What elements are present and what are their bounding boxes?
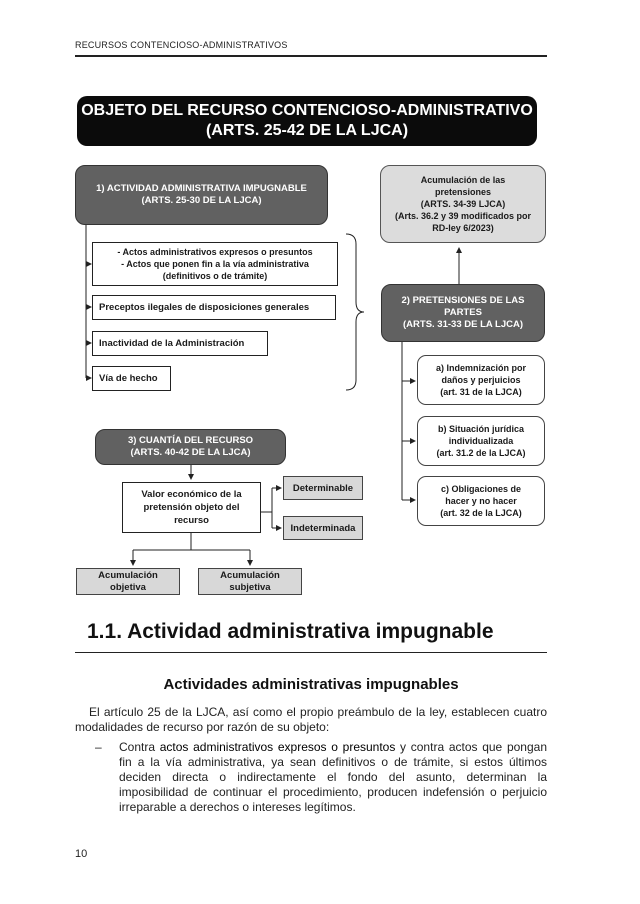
acumulacion-subjetiva-box <box>198 568 302 595</box>
section-heading: 1.1. Actividad administrativa impugnable <box>87 620 494 643</box>
acum-objetiva-line: Acumulación <box>98 569 158 581</box>
pretension-line: b) Situación jurídica <box>437 424 524 434</box>
bullet-highlight: actos administrativos expresos o presuntos <box>159 740 396 754</box>
determinable-label: Determinable <box>292 482 354 494</box>
cuantia-title: 3) CUANTÍA DEL RECURSO <box>127 435 254 446</box>
acumulacion-line: (Arts. 36.2 y 39 modificados por <box>394 211 532 221</box>
actividad-header-box <box>75 165 328 225</box>
bullet-text <box>119 740 547 815</box>
acumulacion-line: RD-ley 6/2023) <box>432 223 494 233</box>
actividad-item-line: Vía de hecho <box>99 373 158 384</box>
body-paragraph: El artículo 25 de la LJCA, así como el propio preámbulo de la ley, establecen cuatro modalidades de recurso por razón de su objeto: <box>75 705 547 734</box>
actividad-item-line: (definitivos o de trámite) <box>162 271 268 281</box>
pretension-line: (art. 31.2 de la LJCA) <box>436 448 526 458</box>
actividad-subtitle: (ARTS. 25-30 DE LA LJCA) <box>141 195 262 206</box>
indeterminada-label: Indeterminada <box>290 522 356 534</box>
pretension-line: (art. 31 de la LJCA) <box>440 387 522 397</box>
main-title-line1: OBJETO DEL RECURSO CONTENCIOSO-ADMINISTRATIVO <box>81 102 533 119</box>
acum-subjetiva-line: subjetiva <box>229 581 271 593</box>
acumulacion-line: Acumulación de las <box>420 175 506 185</box>
bullet-text-before: Contra <box>119 740 160 754</box>
actividad-item-via-de-hecho <box>92 366 171 391</box>
pretension-line: c) Obligaciones de <box>440 484 522 494</box>
pretension-line: (art. 32 de la LJCA) <box>440 508 522 518</box>
acum-objetiva-line: objetiva <box>110 581 146 593</box>
pretension-item-situacion <box>417 416 545 466</box>
actividad-item-line: - Actos que ponen fin a la vía administrativa <box>121 259 309 269</box>
section-rule <box>75 652 547 653</box>
cuantia-subtitle: (ARTS. 40-42 DE LA LJCA) <box>130 447 251 458</box>
pretension-line: hacer y no hacer <box>445 496 517 506</box>
valor-line: pretensión objeto del <box>143 502 240 513</box>
valor-line: Valor económico de la <box>141 489 242 500</box>
pretension-item-indemnizacion <box>417 355 545 405</box>
actividad-item-actos <box>92 242 338 286</box>
pretensiones-subtitle: (ARTS. 31-33 DE LA LJCA) <box>403 319 523 330</box>
pretensiones-title-line: PARTES <box>444 307 482 318</box>
actividad-item-preceptos <box>92 295 336 320</box>
pretensiones-title-line: 2) PRETENSIONES DE LAS <box>401 295 525 306</box>
actividad-title: 1) ACTIVIDAD ADMINISTRATIVA IMPUGNABLE <box>96 183 307 194</box>
pretension-line: daños y perjuicios <box>441 375 521 385</box>
pretension-line: individualizada <box>448 436 514 446</box>
pretension-line: a) Indemnización por <box>435 363 526 373</box>
pretension-item-obligaciones <box>417 476 545 526</box>
acumulacion-line: pretensiones <box>434 187 492 197</box>
subheading: Actividades administrativas impugnables <box>163 676 459 693</box>
bullet-text-after: y contra actos que pongan fin a la vía administrativa, ya sean definitivos o de trámite, si estos últimos deciden directa o indirectamente el fondo del asunto, determinan la imposibilidad de continuar el procedimiento, producen indefensión o perjuicio irreparable a derechos o intereses legítimos. <box>119 740 547 814</box>
determinable-box <box>283 476 363 500</box>
acumulacion-pretensiones-box <box>380 165 546 243</box>
indeterminada-box <box>283 516 363 540</box>
valor-line: recurso <box>174 515 209 526</box>
acumulacion-objetiva-box <box>76 568 180 595</box>
actividad-item-line: - Actos administrativos expresos o presuntos <box>117 247 313 257</box>
main-title-line2: (ARTS. 25-42 DE LA LJCA) <box>205 122 409 139</box>
pretensiones-header-box <box>381 284 545 342</box>
actividad-item-line: Inactividad de la Administración <box>99 338 245 349</box>
running-header: RECURSOS CONTENCIOSO-ADMINISTRATIVOS <box>75 40 288 50</box>
cuantia-header-box <box>95 429 286 465</box>
acumulacion-line: (ARTS. 34-39 LJCA) <box>420 199 506 209</box>
actividad-item-line: Preceptos ilegales de disposiciones generales <box>99 302 310 313</box>
actividad-item-inactividad <box>92 331 268 356</box>
page-number: 10 <box>75 848 88 860</box>
acum-subjetiva-line: Acumulación <box>220 569 280 581</box>
bullet-dash: – <box>95 740 102 754</box>
valor-economico-box <box>122 482 261 533</box>
